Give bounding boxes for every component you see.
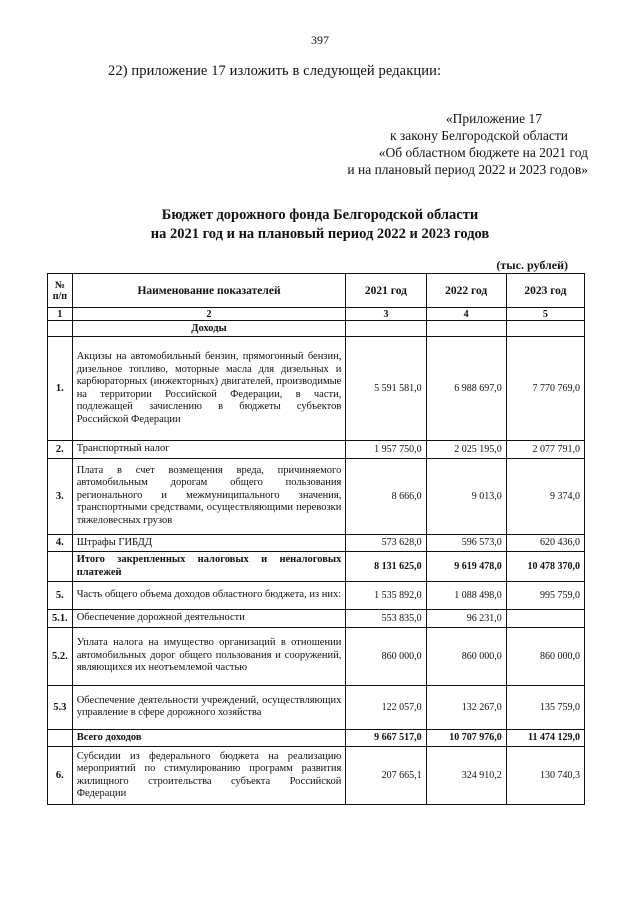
row-number: 5.1.: [48, 610, 73, 628]
annex-line-4: и на плановый период 2022 и 2023 годов»: [347, 162, 588, 177]
value-2023: 11 474 129,0: [506, 729, 584, 747]
page-number: 397: [311, 33, 329, 47]
table-row: [48, 337, 585, 441]
row-name: Акцизы на автомобильный бензин, прямогонный бензин, дизельное топливо, моторные масла для дизельных и карбюраторных (инжекторных) двигателей, производимые на территории Российской Федерации, в части, подлежащей зачислению в бюджеты субъектов Российской Федерации: [76, 351, 342, 425]
value-2021: 1 957 750,0: [346, 441, 426, 459]
title-line-2: на 2021 год и на плановый период 2022 и 2023 годов: [150, 226, 490, 242]
row-name: Обеспечение дорожной деятельности: [76, 612, 245, 623]
value-2022: 96 231,0: [426, 610, 506, 628]
annex-header: [258, 110, 588, 178]
annex-line-1: «Приложение 17: [445, 111, 542, 126]
table-row: [48, 685, 585, 729]
row-number: 6.: [48, 747, 73, 805]
header-2021: 2021 год: [346, 274, 426, 308]
budget-table: [47, 273, 585, 805]
value-2023: [506, 610, 584, 628]
value-2022: 9 013,0: [426, 458, 506, 534]
value-2023: 860 000,0: [506, 627, 584, 685]
value-2023: 7 770 769,0: [506, 337, 584, 441]
annex-line-3: «Об областном бюджете на 2021 год: [378, 145, 588, 160]
value-2021: 9 667 517,0: [346, 729, 426, 747]
annex-line-2: к закону Белгородской области: [390, 128, 568, 143]
row-name: Обеспечение деятельности учреждений, осуществляющих управление в сфере дорожного хозяйства: [76, 694, 342, 718]
index-cell: 2: [72, 308, 346, 321]
value-2021: 8 131 625,0: [346, 552, 426, 582]
row-number: 4.: [48, 534, 73, 552]
row-name: Плата в счет возмещения вреда, причиняемого автомобильным дорогам общего пользования регионального и межмуниципального значения, транспортными средствами, осуществляющими перевозки тяжеловесных грузов: [76, 464, 342, 526]
row-number: [48, 729, 73, 747]
index-cell: 5: [506, 308, 584, 321]
row-name: Субсидии из федерального бюджета на реализацию мероприятий по стимулированию программ развития жилищного строительства субъекта Российской Федерации: [76, 750, 342, 799]
column-index-row: [48, 308, 585, 321]
value-2023: 620 436,0: [506, 534, 584, 552]
value-2023: 995 759,0: [506, 582, 584, 610]
header-name: Наименование показателей: [72, 274, 346, 308]
row-name: Транспортный налог: [76, 443, 170, 454]
value-2023: 9 374,0: [506, 458, 584, 534]
table-row: [48, 534, 585, 552]
section-title: Доходы: [72, 321, 346, 337]
value-2022: 324 910,2: [426, 747, 506, 805]
row-number: [48, 552, 73, 582]
value-2021: 207 665,1: [346, 747, 426, 805]
value-2021: 573 628,0: [346, 534, 426, 552]
value-2021: 8 666,0: [346, 458, 426, 534]
row-number: 5.3: [48, 685, 73, 729]
value-2021: 5 591 581,0: [346, 337, 426, 441]
row-number: 5.: [48, 582, 73, 610]
value-2022: 132 267,0: [426, 685, 506, 729]
amendment-intro: 22) приложение 17 изложить в следующей редакции:: [108, 63, 442, 79]
row-number: 1.: [48, 337, 73, 441]
row-name: Часть общего объема доходов областного бюджета, из них:: [76, 589, 342, 601]
value-2023: 130 740,3: [506, 747, 584, 805]
value-2023: 10 478 370,0: [506, 552, 584, 582]
value-2023: 2 077 791,0: [506, 441, 584, 459]
row-name: Уплата налога на имущество организаций в отношении автомобильных дорог общего пользования и сооружений, являющихся их неотъемлемой частью: [76, 637, 342, 674]
table-header-row: [48, 274, 585, 308]
value-2021: 122 057,0: [346, 685, 426, 729]
value-2022: 10 707 976,0: [426, 729, 506, 747]
table-row: [48, 610, 585, 628]
table-row: [48, 458, 585, 534]
header-num: № п/п: [48, 274, 73, 308]
units-label: (тыс. рублей): [496, 258, 568, 272]
title-line-1: Бюджет дорожного фонда Белгородской области: [161, 207, 479, 223]
index-cell: 1: [48, 308, 73, 321]
section-row-income: [48, 321, 585, 337]
table-row: [48, 582, 585, 610]
value-2021: 553 835,0: [346, 610, 426, 628]
table-row: [48, 747, 585, 805]
value-2023: 135 759,0: [506, 685, 584, 729]
table-row: [48, 441, 585, 459]
table-row-total: [48, 729, 585, 747]
header-2022: 2022 год: [426, 274, 506, 308]
value-2021: 1 535 892,0: [346, 582, 426, 610]
value-2022: 9 619 478,0: [426, 552, 506, 582]
value-2022: 2 025 195,0: [426, 441, 506, 459]
row-name: Итого закрепленных налоговых и неналоговых платежей: [76, 554, 342, 578]
document-title: [0, 206, 640, 244]
row-name: Штрафы ГИБДД: [76, 536, 152, 548]
row-number: 2.: [48, 441, 73, 459]
table-row-subtotal: [48, 552, 585, 582]
value-2022: 596 573,0: [426, 534, 506, 552]
row-number: 3.: [48, 458, 73, 534]
index-cell: 3: [346, 308, 426, 321]
value-2022: 860 000,0: [426, 627, 506, 685]
index-cell: 4: [426, 308, 506, 321]
value-2022: 6 988 697,0: [426, 337, 506, 441]
table-row: [48, 627, 585, 685]
header-2023: 2023 год: [506, 274, 584, 308]
row-number: 5.2.: [48, 627, 73, 685]
value-2021: 860 000,0: [346, 627, 426, 685]
row-name: Всего доходов: [76, 731, 142, 743]
value-2022: 1 088 498,0: [426, 582, 506, 610]
